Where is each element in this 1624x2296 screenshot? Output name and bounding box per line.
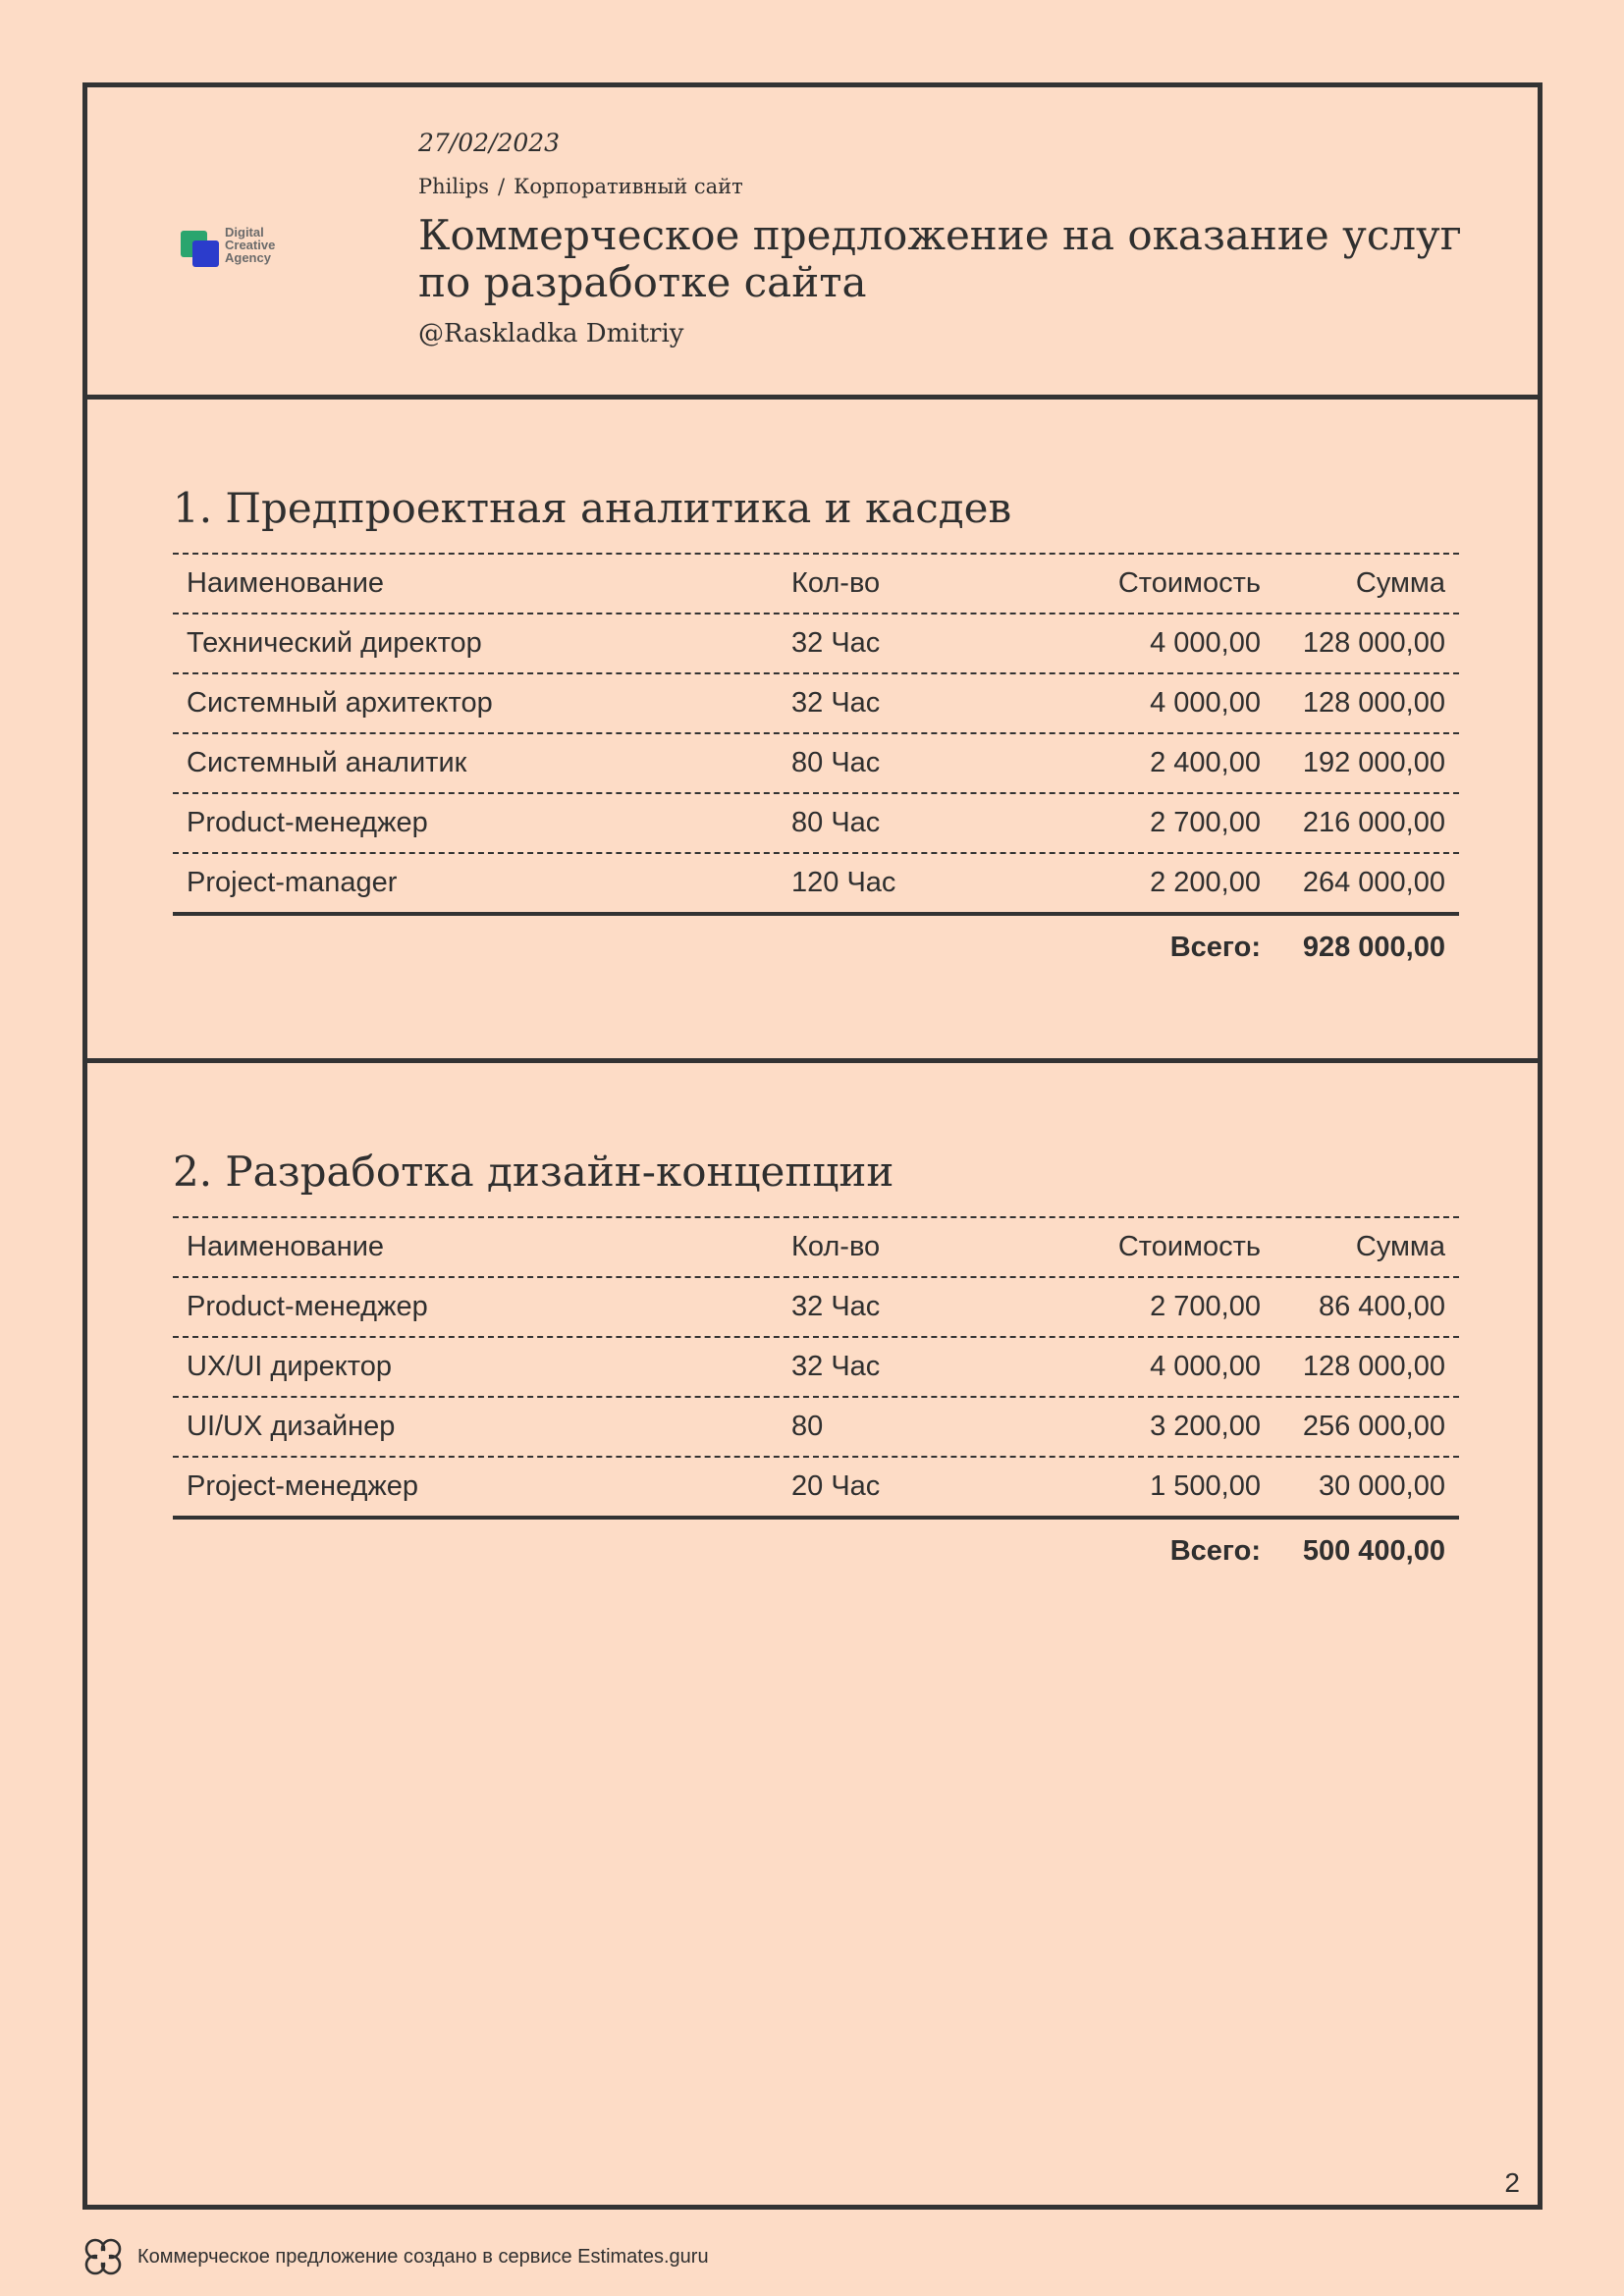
table-row (173, 732, 1459, 792)
table-total-row (173, 916, 1459, 979)
row-sum: 128 000,00 (1302, 687, 1445, 719)
row-price: 2 700,00 (1150, 1291, 1261, 1322)
table-row (173, 1456, 1459, 1520)
row-sum: 192 000,00 (1302, 747, 1445, 778)
breadcrumb-project: Корпоративный сайт (514, 175, 743, 198)
row-price: 2 700,00 (1150, 807, 1261, 838)
table-row (173, 792, 1459, 852)
table-row (173, 1336, 1459, 1396)
table-row (173, 672, 1459, 732)
column-header-price: Стоимость (1117, 567, 1261, 599)
logo-line-3: Agency (225, 250, 271, 265)
row-sum: 216 000,00 (1302, 807, 1445, 838)
total-label: Всего: (1169, 1534, 1261, 1567)
logo-line-1: Digital (225, 225, 264, 240)
digital-creative-agency-logo (179, 219, 316, 268)
section-title: 1. Предпроектная аналитика и касдев (173, 484, 1012, 532)
row-name: Технический директор (187, 627, 482, 659)
column-header-name: Наименование (187, 1231, 385, 1262)
row-qty: 80 (791, 1411, 824, 1442)
row-qty: 32 Час (791, 1291, 881, 1322)
section-title: 2. Разработка дизайн-концепции (173, 1148, 894, 1196)
table-row (173, 1276, 1459, 1336)
breadcrumb-separator: / (498, 175, 506, 198)
row-price: 4 000,00 (1150, 687, 1261, 719)
estimate-section-2 (87, 1063, 1538, 2202)
table-row (173, 613, 1459, 672)
column-header-sum: Сумма (1355, 1231, 1445, 1262)
estimate-section-1 (87, 400, 1538, 1063)
document-author: @Raskladka Dmitriy (418, 319, 684, 348)
table-total-row (173, 1520, 1459, 1582)
table-header-row (173, 553, 1459, 613)
row-qty: 32 Час (791, 627, 881, 659)
row-sum: 30 000,00 (1318, 1470, 1445, 1502)
row-name: Project-менеджер (187, 1470, 419, 1502)
row-name: Системный аналитик (187, 747, 467, 778)
logo-line-2: Creative (225, 238, 276, 252)
total-label: Всего: (1169, 931, 1261, 963)
row-price: 1 500,00 (1150, 1470, 1261, 1502)
column-header-price: Стоимость (1117, 1231, 1261, 1262)
estimate-table (173, 1216, 1459, 1582)
total-value: 500 400,00 (1302, 1534, 1445, 1567)
total-value: 928 000,00 (1302, 931, 1445, 963)
row-name: Project-manager (187, 867, 398, 898)
row-name: Product-менеджер (187, 1291, 428, 1322)
row-price: 3 200,00 (1150, 1411, 1261, 1442)
column-header-sum: Сумма (1355, 567, 1445, 599)
row-qty: 32 Час (791, 1351, 881, 1382)
footer-text: Коммерческое предложение создано в сервисе Estimates.guru (137, 2245, 709, 2268)
document-header (87, 87, 1538, 400)
row-qty: 20 Час (791, 1470, 881, 1502)
document-frame (82, 82, 1543, 2210)
row-name: Системный архитектор (187, 687, 493, 719)
table-row (173, 1396, 1459, 1456)
row-qty: 80 Час (791, 807, 881, 838)
row-sum: 86 400,00 (1318, 1291, 1445, 1322)
row-name: UX/UI директор (187, 1351, 393, 1382)
row-sum: 128 000,00 (1302, 1351, 1445, 1382)
row-price: 4 000,00 (1150, 627, 1261, 659)
estimate-table (173, 553, 1459, 979)
table-header-row (173, 1216, 1459, 1276)
row-name: UI/UX дизайнер (187, 1411, 396, 1442)
row-price: 2 200,00 (1150, 867, 1261, 898)
row-qty: 32 Час (791, 687, 881, 719)
row-price: 2 400,00 (1150, 747, 1261, 778)
row-name: Product-менеджер (187, 807, 428, 838)
column-header-qty: Кол-во (791, 567, 881, 599)
logo-mark-icon (179, 219, 316, 268)
breadcrumb (418, 175, 743, 198)
row-qty: 80 Час (791, 747, 881, 778)
row-sum: 256 000,00 (1302, 1411, 1445, 1442)
document-title: Коммерческое предложение на оказание услуг по разработке сайта (418, 211, 1462, 306)
page-number: 2 (1504, 2167, 1520, 2198)
row-sum: 264 000,00 (1302, 867, 1445, 898)
breadcrumb-client: Philips (418, 175, 490, 198)
row-price: 4 000,00 (1150, 1351, 1261, 1382)
estimates-guru-logo-icon (82, 2237, 124, 2276)
document-date: 27/02/2023 (418, 129, 561, 157)
table-row (173, 852, 1459, 916)
column-header-name: Наименование (187, 567, 385, 599)
page-footer (82, 2237, 709, 2276)
row-qty: 120 Час (791, 867, 896, 898)
row-sum: 128 000,00 (1302, 627, 1445, 659)
column-header-qty: Кол-во (791, 1231, 881, 1262)
